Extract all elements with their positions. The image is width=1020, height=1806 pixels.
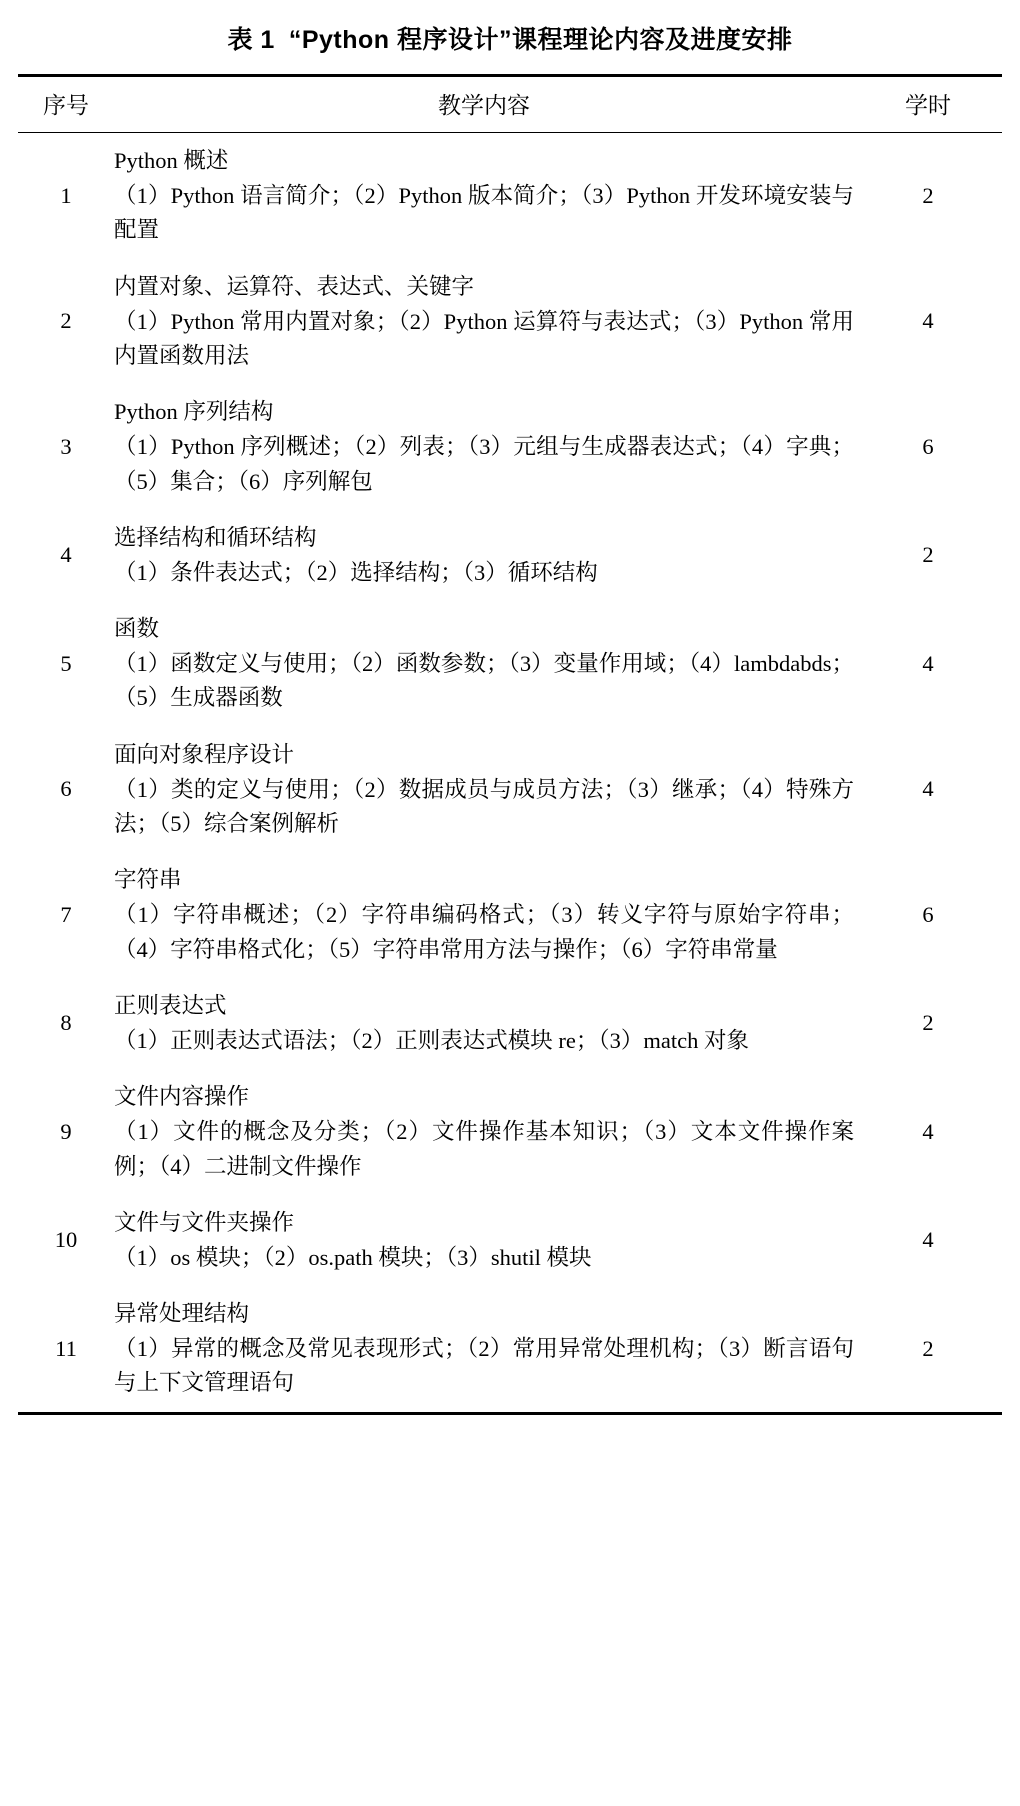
row-detail: （1）文件的概念及分类；（2）文件操作基本知识；（3）文本文件操作案例；（4）二进制文件操作 [114, 1119, 854, 1179]
row-number: 9 [60, 1118, 72, 1144]
row-content [114, 259, 854, 385]
table-row [18, 978, 1002, 1069]
table-caption-title: “Python 程序设计”课程理论内容及进度安排 [288, 26, 793, 54]
row-detail: （1）类的定义与使用；（2）数据成员与成员方法；（3）继承；（4）特殊方法；（5）综合案例解析 [114, 776, 854, 836]
row-detail: （1）Python 序列概述；（2）列表；（3）元组与生成器表达式；（4）字典；（5）集合；（6）序列解包 [114, 434, 854, 494]
row-content [114, 510, 854, 601]
table-row [18, 1195, 1002, 1286]
row-number: 3 [60, 433, 72, 459]
row-topic: 异常处理结构 [114, 1301, 250, 1327]
row-detail: （1）Python 语言简介；（2）Python 版本简介；（3）Python 开发环境安装与配置 [114, 183, 854, 243]
table-row [18, 1286, 1002, 1413]
table-caption-number: 表 1 [227, 26, 275, 54]
row-topic: Python 序列结构 [114, 399, 274, 425]
row-content [114, 978, 854, 1069]
row-topic: 正则表达式 [114, 992, 227, 1018]
row-content [114, 852, 854, 978]
row-content [114, 1286, 854, 1413]
table-row [18, 133, 1002, 259]
table-row [18, 852, 1002, 978]
row-content [114, 601, 854, 727]
table-caption [18, 0, 1002, 74]
table-row [18, 1069, 1002, 1195]
row-topic: 函数 [114, 616, 160, 642]
row-number: 7 [60, 901, 72, 927]
row-hours: 4 [922, 650, 934, 676]
row-hours: 2 [922, 1010, 934, 1036]
row-content [114, 1069, 854, 1195]
row-number: 8 [60, 1010, 72, 1036]
row-hours: 2 [922, 542, 934, 568]
row-topic: 面向对象程序设计 [114, 741, 295, 767]
row-hours: 6 [922, 433, 934, 459]
table-row [18, 259, 1002, 385]
row-detail: （1）Python 常用内置对象；（2）Python 运算符与表达式；（3）Python 常用内置函数用法 [114, 308, 854, 368]
row-content [114, 727, 854, 853]
column-header-no: 序号 [18, 76, 114, 133]
column-header-hours: 学时 [854, 76, 1002, 133]
row-topic: 选择结构和循环结构 [114, 524, 317, 550]
row-content [114, 133, 854, 259]
row-content [114, 384, 854, 510]
row-hours: 4 [922, 1118, 934, 1144]
table-header [18, 76, 1002, 133]
row-number: 6 [60, 776, 72, 802]
course-schedule-table [18, 74, 1002, 1415]
row-hours: 2 [854, 133, 1002, 259]
row-number: 5 [60, 650, 72, 676]
row-number: 2 [60, 308, 72, 334]
row-detail: （1）os 模块；（2）os.path 模块；（3）shutil 模块 [114, 1244, 592, 1270]
row-hours: 2 [854, 1286, 1002, 1413]
row-detail: （1）正则表达式语法；（2）正则表达式模块 re；（3）match 对象 [114, 1027, 749, 1053]
table-body [18, 133, 1002, 1414]
row-number: 4 [60, 542, 72, 568]
row-hours: 6 [922, 901, 934, 927]
column-header-content: 教学内容 [114, 76, 854, 133]
row-content [114, 1195, 854, 1286]
row-detail: （1）条件表达式；（2）选择结构；（3）循环结构 [114, 559, 598, 585]
table-header-row [18, 76, 1002, 133]
row-hours: 4 [922, 776, 934, 802]
row-detail: （1）异常的概念及常见表现形式；（2）常用异常处理机构；（3）断言语句与上下文管理语句 [114, 1336, 854, 1396]
table-row [18, 601, 1002, 727]
row-hours: 4 [922, 308, 934, 334]
row-number: 11 [18, 1286, 114, 1413]
table-row [18, 510, 1002, 601]
row-detail: （1）字符串概述；（2）字符串编码格式；（3）转义字符与原始字符串；（4）字符串格式化；（5）字符串常用方法与操作；（6）字符串常量 [114, 902, 854, 962]
row-topic: Python 概述 [114, 148, 229, 173]
row-topic: 文件内容操作 [114, 1084, 250, 1110]
table-row [18, 727, 1002, 853]
table-row [18, 384, 1002, 510]
row-topic: 字符串 [114, 867, 182, 893]
row-number: 1 [18, 133, 114, 259]
row-number: 10 [54, 1227, 78, 1253]
row-topic: 内置对象、运算符、表达式、关键字 [114, 273, 475, 299]
row-topic: 文件与文件夹操作 [114, 1209, 295, 1235]
row-detail: （1）函数定义与使用；（2）函数参数；（3）变量作用域；（4）lambdabds；（5）生成器函数 [114, 651, 854, 711]
row-hours: 4 [922, 1227, 934, 1253]
